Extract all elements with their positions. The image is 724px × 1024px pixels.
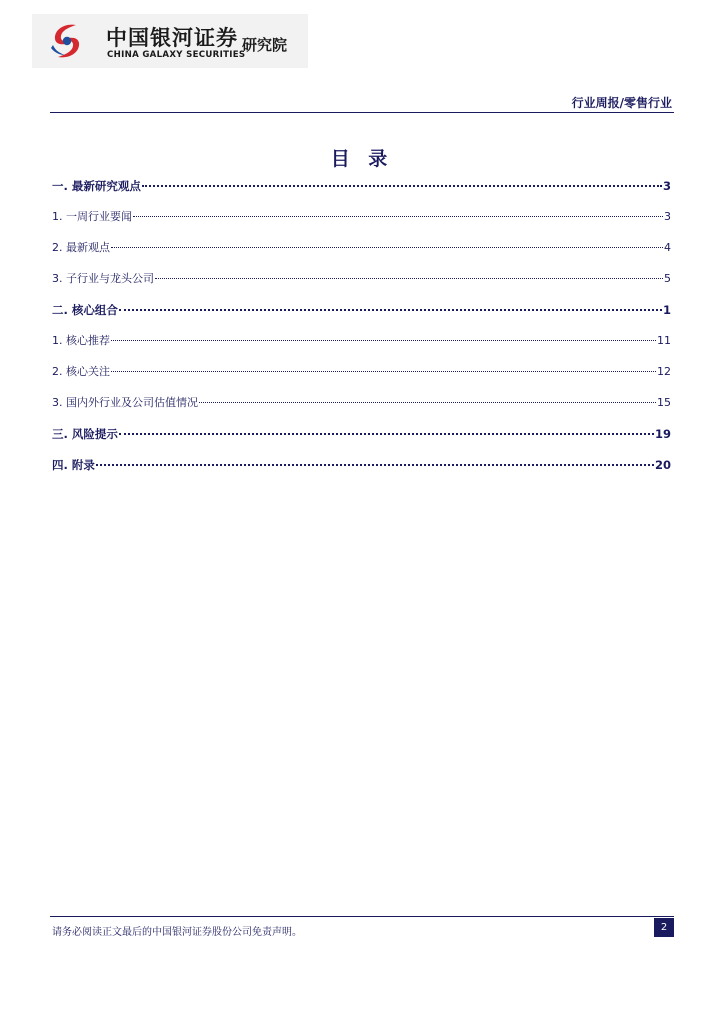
- toc-entry[interactable]: [52, 300, 671, 318]
- toc-entry-label: 二. 核心组合: [52, 303, 118, 317]
- toc-entry-page: 1: [662, 303, 671, 317]
- page-number-badge: 2: [654, 918, 674, 937]
- toc-entry[interactable]: [52, 455, 671, 473]
- toc-entry[interactable]: [52, 331, 671, 348]
- toc-entry-page: 11: [657, 334, 671, 347]
- toc-entry-label: 1. 核心推荐: [52, 334, 110, 347]
- header-divider: [50, 112, 674, 113]
- toc-entry-label: 四. 附录: [52, 458, 95, 472]
- toc-leader-dots: [142, 173, 662, 187]
- toc-leader-dots: [111, 359, 656, 372]
- toc-entry-label: 2. 最新观点: [52, 241, 110, 254]
- toc-entry[interactable]: [52, 269, 671, 286]
- toc-entry[interactable]: [52, 362, 671, 379]
- toc-entry-page: 5: [664, 272, 671, 285]
- toc-leader-dots: [119, 297, 662, 311]
- toc-leader-dots: [155, 266, 663, 279]
- institute-label: 研究院: [242, 36, 288, 54]
- toc-entry-label: 1. 一周行业要闻: [52, 210, 132, 223]
- toc-entry-page: 20: [654, 458, 671, 472]
- toc-entry-label: 一. 最新研究观点: [52, 179, 141, 193]
- toc-entry-page: 3: [664, 210, 671, 223]
- toc-entry-page: 19: [654, 427, 671, 441]
- toc-leader-dots: [133, 204, 663, 217]
- toc-entry[interactable]: [52, 207, 671, 224]
- toc-entry-label: 2. 核心关注: [52, 365, 110, 378]
- toc-leader-dots: [111, 328, 656, 341]
- company-name-cn: 中国银河证券: [106, 26, 238, 50]
- company-name-en: CHINA GALAXY SECURITIES: [107, 50, 246, 60]
- toc-entry[interactable]: [52, 176, 671, 194]
- company-logo: [32, 14, 308, 68]
- toc-entry-page: 15: [657, 396, 671, 409]
- galaxy-logo-icon: [46, 20, 88, 62]
- toc-leader-dots: [96, 452, 654, 466]
- toc-entry-page: 3: [662, 179, 671, 193]
- toc-entry-label: 三. 风险提示: [52, 427, 118, 441]
- toc-leader-dots: [119, 421, 654, 435]
- toc-entry[interactable]: [52, 424, 671, 442]
- toc-title: 目 录: [330, 148, 394, 170]
- toc-entry[interactable]: [52, 393, 671, 410]
- toc-entry[interactable]: [52, 238, 671, 255]
- footer-disclaimer: 请务必阅读正文最后的中国银河证券股份公司免责声明。: [52, 927, 302, 938]
- toc-entry-page: 4: [664, 241, 671, 254]
- toc-entry-page: 12: [657, 365, 671, 378]
- toc-leader-dots: [111, 235, 663, 248]
- toc-leader-dots: [199, 390, 656, 403]
- toc-entry-label: 3. 子行业与龙头公司: [52, 272, 154, 285]
- toc-entry-label: 3. 国内外行业及公司估值情况: [52, 396, 198, 409]
- footer-divider: [50, 916, 674, 917]
- report-type: 行业周报/零售行业: [571, 96, 672, 110]
